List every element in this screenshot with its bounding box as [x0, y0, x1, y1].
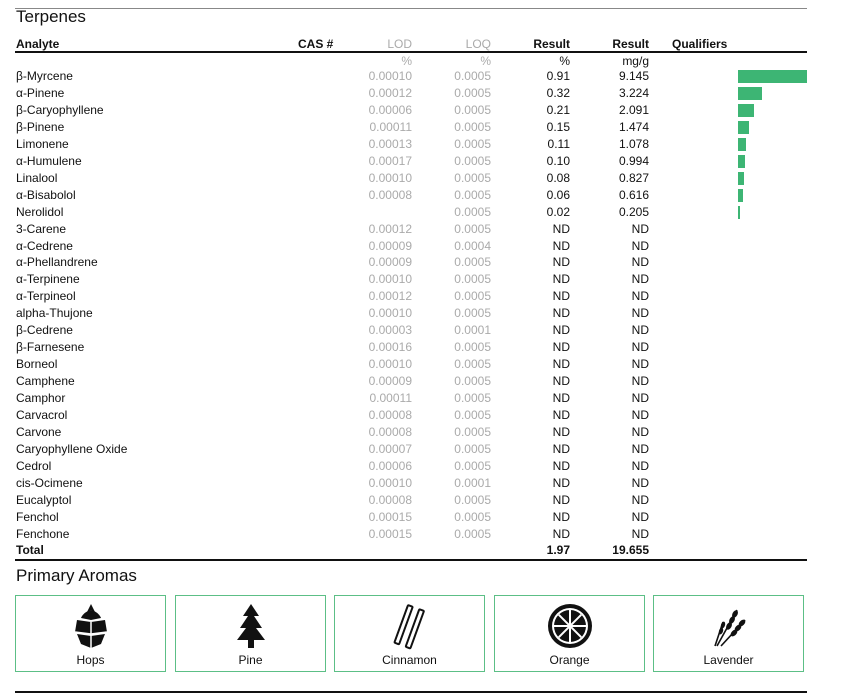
unit-loq: % — [480, 54, 491, 68]
result-pct-value: ND — [552, 340, 570, 355]
table-row — [0, 68, 859, 85]
table-row — [0, 475, 859, 492]
lod-value: 0.00007 — [368, 441, 412, 456]
lod-value: 0.00006 — [368, 458, 412, 473]
lod-value: 0.00010 — [368, 357, 412, 372]
table-row — [0, 271, 859, 288]
loq-value: 0.0005 — [454, 492, 491, 507]
orange-slice-icon — [546, 602, 594, 650]
loq-value: 0.0005 — [454, 509, 491, 524]
qualifier-bar — [738, 70, 807, 83]
analyte-name: Camphor — [16, 391, 66, 406]
result-pct-value: ND — [552, 357, 570, 372]
analyte-name: β-Pinene — [16, 119, 65, 134]
lod-value: 0.00012 — [368, 289, 412, 304]
analyte-name: α-Bisabolol — [16, 187, 76, 202]
table-row — [0, 322, 859, 339]
lod-value: 0.00009 — [368, 374, 412, 389]
lod-value: 0.00008 — [368, 187, 412, 202]
lod-value: 0.00013 — [368, 136, 412, 151]
analyte-name: Carvacrol — [16, 408, 68, 422]
result-pct-value: ND — [552, 424, 570, 439]
result-mg-value: ND — [631, 458, 649, 473]
result-pct-value: ND — [552, 441, 570, 456]
table-row — [0, 85, 859, 102]
total-row — [0, 542, 859, 559]
loq-value: 0.0005 — [454, 69, 491, 83]
lod-value: 0.00012 — [368, 85, 412, 100]
result-mg-value: ND — [631, 492, 649, 507]
result-pct-value: ND — [552, 509, 570, 524]
result-mg-value: ND — [631, 255, 649, 270]
lod-value: 0.00008 — [368, 424, 412, 439]
analyte-name: Linalool — [16, 170, 58, 185]
result-mg-value: ND — [631, 475, 649, 490]
aroma-tile-lavender — [653, 595, 804, 672]
result-mg-value: 1.078 — [618, 136, 649, 151]
loq-value: 0.0005 — [454, 441, 491, 456]
result-mg-value: 0.994 — [618, 153, 649, 168]
analyte-name: α-Pinene — [16, 85, 65, 100]
result-mg-value: ND — [631, 221, 649, 236]
result-mg-value: 9.145 — [618, 69, 649, 83]
loq-value: 0.0005 — [454, 272, 491, 287]
table-row — [0, 254, 859, 271]
result-mg-value: 0.205 — [618, 204, 649, 219]
lod-value: 0.00012 — [368, 221, 412, 236]
loq-value: 0.0005 — [454, 306, 491, 321]
bottom-rule — [15, 691, 807, 693]
table-row — [0, 458, 859, 475]
pine-tree-icon — [229, 602, 273, 650]
qualifier-bar — [738, 121, 749, 134]
loq-value: 0.0005 — [454, 340, 491, 355]
table-row — [0, 204, 859, 221]
loq-value: 0.0005 — [454, 374, 491, 389]
result-pct-value: 0.15 — [546, 119, 570, 134]
analyte-name: α-Cedrene — [16, 238, 73, 253]
section-title-aromas: Primary Aromas — [16, 566, 137, 585]
lod-value: 0.00011 — [369, 391, 412, 406]
header-result-pct: Result — [533, 37, 570, 51]
loq-value: 0.0005 — [454, 85, 491, 100]
total-label: Total — [16, 543, 44, 557]
qualifier-bar — [738, 155, 745, 168]
header-rule — [15, 51, 807, 53]
lod-value: 0.00010 — [368, 475, 412, 490]
header-result-mg: Result — [612, 37, 649, 51]
lod-value: 0.00008 — [368, 408, 412, 422]
unit-result-pct: % — [559, 54, 570, 68]
table-row — [0, 492, 859, 509]
result-pct-value: 0.91 — [546, 69, 570, 83]
table-row — [0, 390, 859, 407]
loq-value: 0.0005 — [454, 153, 491, 168]
result-mg-value: ND — [631, 323, 649, 338]
result-mg-value: 3.224 — [618, 85, 649, 100]
loq-value: 0.0005 — [454, 391, 491, 406]
table-row — [0, 509, 859, 526]
analyte-name: Limonene — [16, 136, 69, 151]
table-row — [0, 373, 859, 390]
aroma-tile-hops — [15, 595, 166, 672]
result-mg-value: ND — [631, 289, 649, 304]
loq-value: 0.0005 — [454, 255, 491, 270]
analyte-name: α-Humulene — [16, 153, 82, 168]
loq-value: 0.0001 — [454, 323, 491, 338]
lod-value: 0.00010 — [368, 306, 412, 321]
loq-value: 0.0005 — [454, 408, 491, 422]
header-analyte: Analyte — [16, 37, 60, 51]
result-pct-value: ND — [552, 458, 570, 473]
aroma-tile-orange — [494, 595, 645, 672]
result-pct-value: ND — [552, 306, 570, 321]
table-row — [0, 102, 859, 119]
qualifier-bar — [738, 206, 740, 219]
analyte-name: Fenchone — [16, 526, 70, 541]
result-pct-value: ND — [552, 391, 570, 406]
loq-value: 0.0005 — [454, 357, 491, 372]
unit-result-mg: mg/g — [622, 54, 649, 68]
result-pct-value: ND — [552, 475, 570, 490]
analyte-name: α-Terpineol — [16, 289, 76, 304]
result-pct-value: 0.10 — [546, 153, 570, 168]
loq-value: 0.0005 — [454, 170, 491, 185]
table-row — [0, 221, 859, 238]
qualifier-bar — [738, 87, 762, 100]
loq-value: 0.0005 — [454, 136, 491, 151]
result-pct-value: ND — [552, 272, 570, 287]
analyte-name: α-Phellandrene — [16, 255, 98, 270]
loq-value: 0.0004 — [454, 238, 491, 253]
lavender-icon — [707, 602, 751, 650]
result-mg-value: ND — [631, 374, 649, 389]
lod-value: 0.00009 — [368, 255, 412, 270]
result-pct-value: ND — [552, 374, 570, 389]
loq-value: 0.0005 — [454, 102, 491, 117]
table-row — [0, 238, 859, 255]
table-row — [0, 305, 859, 322]
table-row — [0, 288, 859, 305]
result-pct-value: ND — [552, 238, 570, 253]
result-pct-value: 0.11 — [547, 136, 570, 151]
table-row — [0, 136, 859, 153]
result-pct-value: 0.32 — [546, 85, 570, 100]
lod-value: 0.00010 — [368, 272, 412, 287]
table-row — [0, 170, 859, 187]
result-pct-value: ND — [552, 492, 570, 507]
lod-value: 0.00011 — [369, 119, 412, 134]
lod-value: 0.00009 — [368, 238, 412, 253]
result-mg-value: ND — [631, 441, 649, 456]
lod-value: 0.00003 — [368, 323, 412, 338]
result-pct-value: ND — [552, 408, 570, 422]
loq-value: 0.0005 — [454, 204, 491, 219]
header-qualifiers: Qualifiers — [672, 37, 728, 51]
loq-value: 0.0005 — [454, 221, 491, 236]
result-mg-value: ND — [631, 424, 649, 439]
result-mg-value: ND — [631, 408, 649, 422]
lod-value: 0.00010 — [368, 170, 412, 185]
result-pct-value: 0.08 — [546, 170, 570, 185]
table-row — [0, 407, 859, 424]
result-pct-value: ND — [552, 289, 570, 304]
result-mg-value: ND — [631, 357, 649, 372]
loq-value: 0.0005 — [454, 458, 491, 473]
result-pct-value: ND — [552, 323, 570, 338]
result-pct-value: 0.06 — [546, 187, 570, 202]
table-row — [0, 526, 859, 543]
table-row — [0, 119, 859, 136]
loq-value: 0.0005 — [454, 289, 491, 304]
top-rule — [15, 8, 807, 9]
aroma-label: Orange — [549, 653, 590, 667]
cinnamon-icon — [388, 602, 432, 650]
total-mg: 19.655 — [612, 543, 649, 557]
table-row — [0, 187, 859, 204]
lod-value: 0.00015 — [368, 509, 412, 524]
result-pct-value: 0.02 — [546, 204, 570, 219]
lod-value: 0.00006 — [368, 102, 412, 117]
table-row — [0, 153, 859, 170]
analyte-name: Caryophyllene Oxide — [16, 441, 128, 456]
analyte-name: β-Myrcene — [16, 69, 73, 83]
analyte-name: Borneol — [16, 357, 58, 372]
aroma-label: Cinnamon — [382, 653, 437, 667]
result-mg-value: ND — [631, 272, 649, 287]
result-mg-value: ND — [631, 526, 649, 541]
result-mg-value: 0.616 — [618, 187, 649, 202]
lod-value: 0.00010 — [368, 69, 412, 83]
header-cas: CAS # — [298, 37, 334, 51]
result-mg-value: ND — [631, 238, 649, 253]
table-row — [0, 424, 859, 441]
loq-value: 0.0005 — [454, 526, 491, 541]
loq-value: 0.0005 — [454, 424, 491, 439]
analyte-name: β-Farnesene — [16, 340, 85, 355]
aroma-tile-cinnamon — [334, 595, 485, 672]
analyte-name: Fenchol — [16, 509, 59, 524]
result-mg-value: 2.091 — [618, 102, 649, 117]
analyte-name: β-Cedrene — [16, 323, 73, 338]
result-mg-value: ND — [631, 391, 649, 406]
analyte-name: Camphene — [16, 374, 75, 389]
table-row — [0, 441, 859, 458]
result-mg-value: ND — [631, 509, 649, 524]
result-pct-value: ND — [552, 255, 570, 270]
unit-lod: % — [401, 54, 412, 68]
aroma-label: Hops — [76, 653, 105, 667]
table-row — [0, 339, 859, 356]
aroma-tile-pine — [175, 595, 326, 672]
analyte-name: Carvone — [16, 424, 62, 439]
result-pct-value: ND — [552, 526, 570, 541]
analyte-name: 3-Carene — [16, 221, 67, 236]
result-mg-value: 1.474 — [618, 119, 649, 134]
lod-value: 0.00015 — [368, 526, 412, 541]
aroma-label: Pine — [238, 653, 263, 667]
loq-value: 0.0005 — [454, 187, 491, 202]
result-pct-value: 0.21 — [546, 102, 570, 117]
result-mg-value: 0.827 — [618, 170, 649, 185]
table-row — [0, 356, 859, 373]
analyte-name: α-Terpinene — [16, 272, 80, 287]
loq-value: 0.0005 — [454, 119, 491, 134]
analyte-name: cis-Ocimene — [16, 475, 83, 490]
lod-value: 0.00008 — [368, 492, 412, 507]
hops-icon — [69, 602, 113, 650]
analyte-name: Cedrol — [16, 458, 52, 473]
lod-value: 0.00017 — [368, 153, 412, 168]
analyte-name: β-Caryophyllene — [16, 102, 104, 117]
header-lod: LOD — [387, 37, 412, 51]
qualifier-bar — [738, 189, 743, 202]
analyte-name: Eucalyptol — [16, 492, 72, 507]
analyte-name: alpha-Thujone — [16, 306, 93, 321]
qualifier-bar — [738, 138, 746, 151]
result-pct-value: ND — [552, 221, 570, 236]
qualifier-bar — [738, 172, 744, 185]
total-rule — [15, 559, 807, 561]
analyte-name: Nerolidol — [16, 204, 64, 219]
result-mg-value: ND — [631, 340, 649, 355]
result-mg-value: ND — [631, 306, 649, 321]
header-loq: LOQ — [465, 37, 491, 51]
section-title-terpenes: Terpenes — [16, 7, 86, 26]
loq-value: 0.0001 — [454, 475, 491, 490]
total-pct: 1.97 — [546, 543, 570, 557]
qualifier-bar — [738, 104, 754, 117]
aroma-label: Lavender — [703, 653, 754, 667]
lod-value: 0.00016 — [368, 340, 412, 355]
